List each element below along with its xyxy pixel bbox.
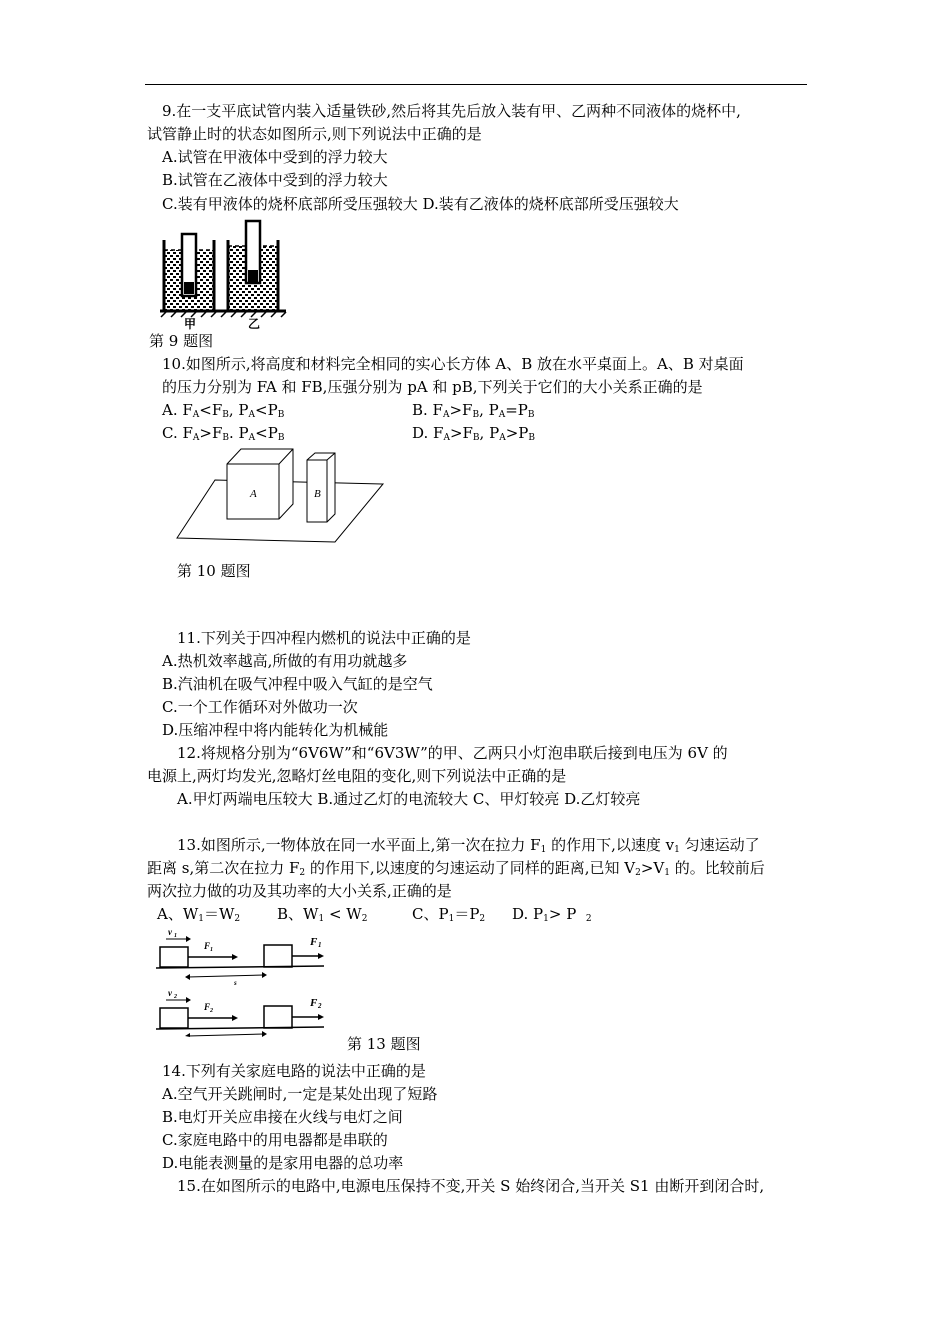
svg-text:1: 1 — [210, 947, 213, 953]
q13-option-d: D. $P_1> P$ $_2$ — [512, 905, 592, 924]
svg-text:F: F — [204, 941, 211, 951]
q9-label-yi: 乙 — [248, 317, 261, 330]
svg-text:v: v — [168, 988, 172, 998]
q13-option-c: C、$P_1=P_2$ — [412, 905, 486, 924]
svg-text:1: 1 — [318, 941, 322, 949]
q14-stem: 14.下列有关家庭电路的说法中正确的是 — [162, 1062, 426, 1080]
q9-label-jia: 甲 — [184, 317, 197, 330]
svg-text:F: F — [310, 997, 318, 1009]
q10-option-d: D. $F_A>F_B$, $P_A>P_B$ — [412, 424, 535, 443]
q12-options: A.甲灯两端电压较大 B.通过乙灯的电流较大 C、甲灯较亮 D.乙灯较亮 — [177, 790, 641, 808]
svg-text:F: F — [204, 1002, 211, 1012]
q11-stem: 11.下列关于四冲程内燃机的说法中正确的是 — [177, 629, 471, 647]
q9-option-a: A.试管在甲液体中受到的浮力较大 — [162, 148, 388, 166]
q11-option-a: A.热机效率越高,所做的有用功就越多 — [162, 652, 408, 670]
q13-option-a: A、$W_1=W_2$ — [157, 905, 241, 924]
q13-figure — [152, 925, 332, 1037]
q13-option-b: B、$W_1 < W_2$ — [277, 905, 368, 924]
q11-option-d: D.压缩冲程中将内能转化为机械能 — [162, 721, 389, 739]
q9-stem-line1: 9.在一支平底试管内装入适量铁砂,然后将其先后放入装有甲、乙两种不同液体的烧杯中, — [162, 102, 741, 120]
q13-stem-line3: 两次拉力做的功及其功率的大小关系,正确的是 — [147, 882, 452, 900]
svg-text:2: 2 — [318, 1002, 322, 1010]
q9-option-b: B.试管在乙液体中受到的浮力较大 — [162, 171, 388, 189]
q15-stem: 15.在如图所示的电路中,电源电压保持不变,开关 S 始终闭合,当开关 S1 由断开到闭合时, — [177, 1177, 765, 1195]
q13-stem-line1: 13.如图所示,一物体放在同一水平面上,第一次在拉力 $F_1$ 的作用下,以速度 $v_1$ 匀速运动了 — [177, 836, 760, 855]
svg-text:2: 2 — [174, 994, 177, 1000]
svg-text:1: 1 — [174, 933, 177, 939]
svg-text:F: F — [310, 936, 318, 948]
q10-label-a: A — [250, 488, 257, 500]
q11-option-c: C.一个工作循环对外做功一次 — [162, 698, 358, 716]
q13-figure-caption: 第 13 题图 — [347, 1035, 421, 1053]
q11-option-b: B.汽油机在吸气冲程中吸入气缸的是空气 — [162, 675, 433, 693]
q14-option-a: A.空气开关跳闸时,一定是某处出现了短路 — [162, 1085, 438, 1103]
q10-label-b: B — [314, 488, 321, 500]
q10-option-b: B. $F_A>F_B$, $P_A=P_B$ — [412, 401, 535, 420]
q9-figure — [158, 218, 290, 330]
q10-figure — [175, 442, 390, 547]
q10-option-a: A. $F_A<F_B$, $P_A<P_B$ — [162, 401, 285, 420]
q9-stem-line2: 试管静止时的状态如图所示,则下列说法中正确的是 — [147, 125, 482, 143]
svg-text:2: 2 — [210, 1008, 213, 1014]
q10-option-c: C. $F_A>F_B$. $P_A<P_B$ — [162, 424, 285, 443]
q9-option-cd: C.装有甲液体的烧杯底部所受压强较大 D.装有乙液体的烧杯底部所受压强较大 — [162, 195, 679, 213]
q10-stem-line1: 10.如图所示,将高度和材料完全相同的实心长方体 A、B 放在水平桌面上。A、B 对桌面 — [162, 355, 744, 373]
q14-option-d: D.电能表测量的是家用电器的总功率 — [162, 1154, 404, 1172]
q9-figure-caption: 第 9 题图 — [149, 332, 214, 350]
q13-stem-line2: 距离 s,第二次在拉力 $F_2$ 的作用下,以速度的匀速运动了同样的距离,已知 $V_2>V_1$ 的。比较前后 — [147, 859, 765, 878]
q10-stem-line2: 的压力分别为 FA 和 FB,压强分别为 pA 和 pB,下列关于它们的大小关系正确的是 — [162, 378, 703, 396]
header-rule — [145, 84, 807, 85]
q14-option-b: B.电灯开关应串接在火线与电灯之间 — [162, 1108, 403, 1126]
svg-text:s: s — [234, 979, 237, 987]
q12-stem-line1: 12.将规格分别为“6V6W”和“6V3W”的甲、乙两只小灯泡串联后接到电压为 6V 的 — [177, 744, 728, 762]
q10-figure-caption: 第 10 题图 — [177, 562, 251, 580]
svg-text:v: v — [168, 927, 172, 937]
q14-option-c: C.家庭电路中的用电器都是串联的 — [162, 1131, 388, 1149]
q12-stem-line2: 电源上,两灯均发光,忽略灯丝电阻的变化,则下列说法中正确的是 — [147, 767, 567, 785]
